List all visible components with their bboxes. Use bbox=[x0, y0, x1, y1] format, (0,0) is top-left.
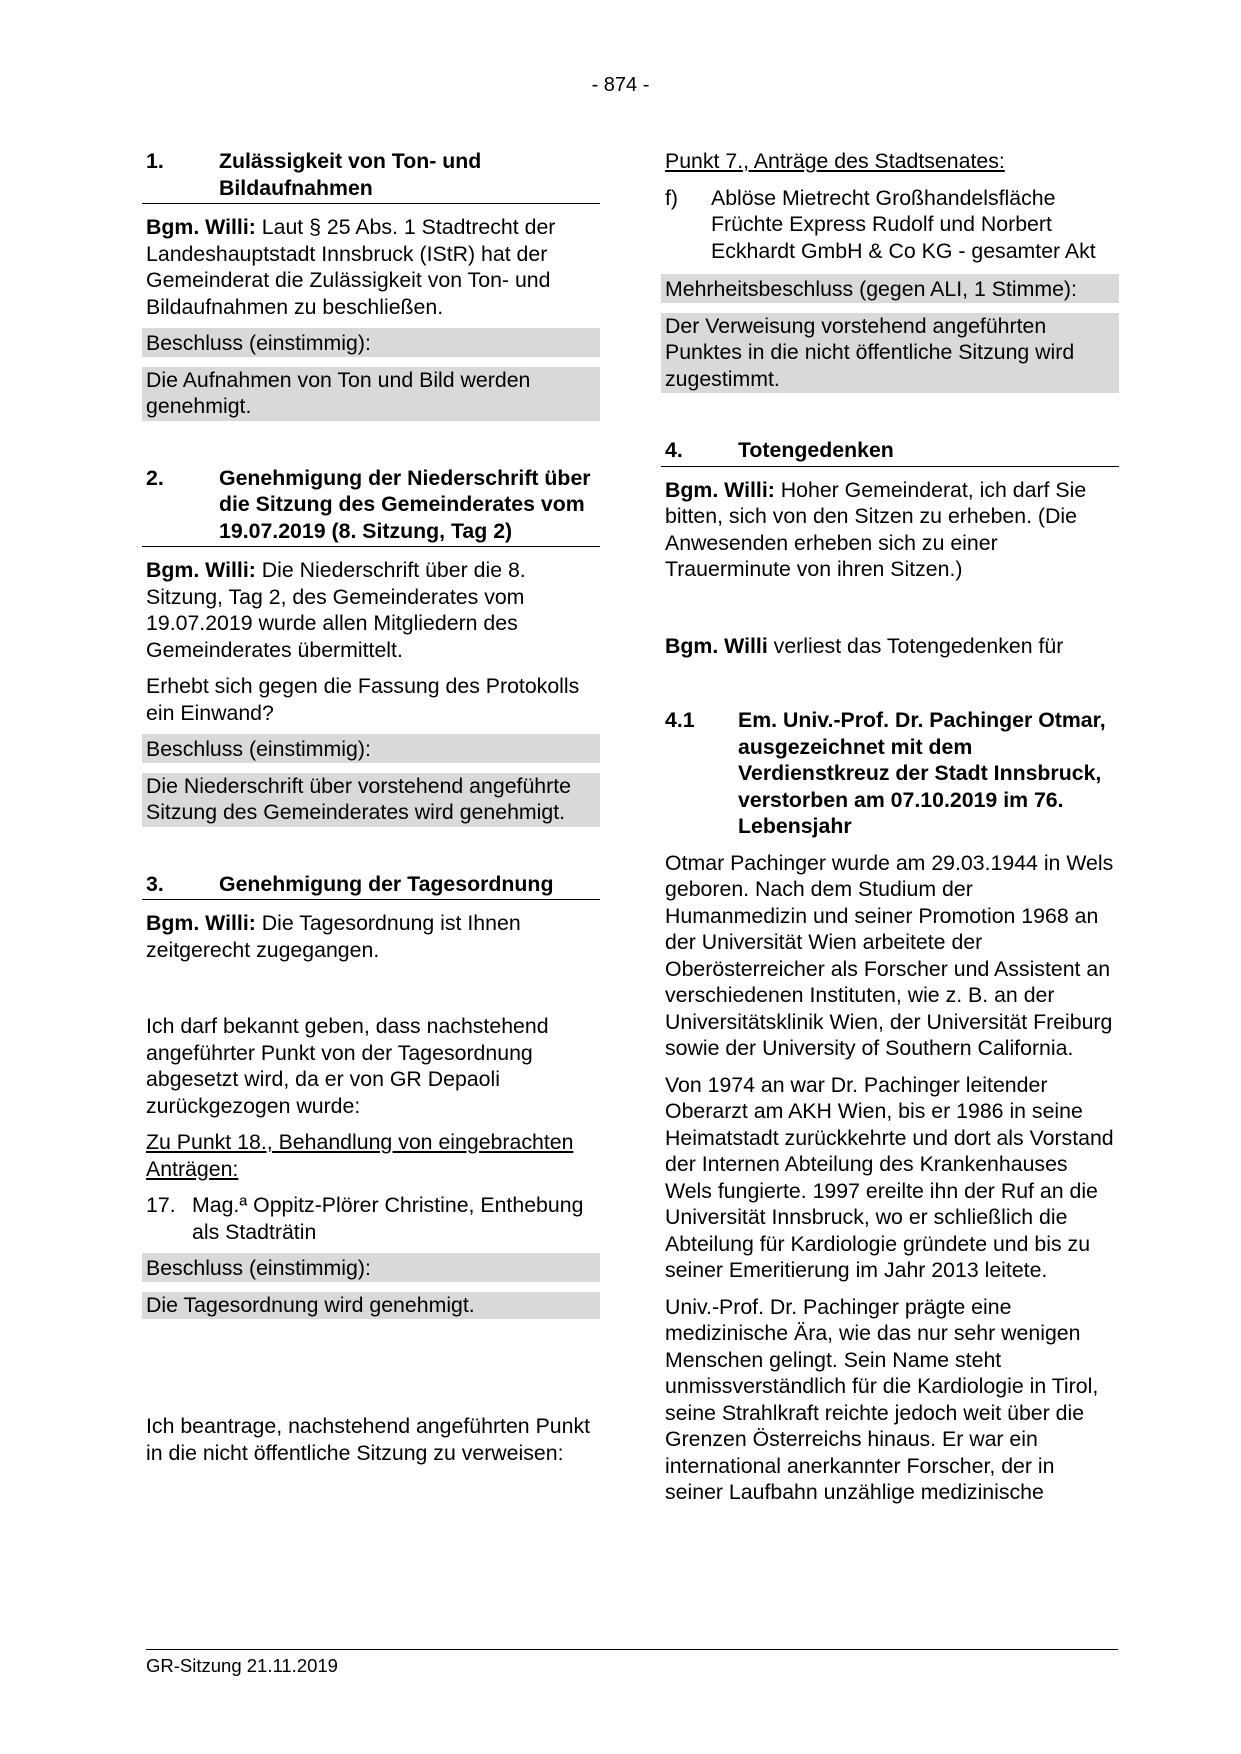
speaker-name: Bgm. Willi: bbox=[146, 911, 256, 935]
section-number: 3. bbox=[146, 871, 164, 896]
speech-paragraph bbox=[665, 477, 1115, 583]
section-heading bbox=[142, 871, 600, 901]
decision-box bbox=[142, 1253, 600, 1319]
section-4-1 bbox=[665, 707, 1115, 1506]
body-paragraph: Von 1974 an war Dr. Pachinger leitender Oberarzt am AKH Wien, bis er 1986 in seine Heimatstadt zurückkehrte und dort als Vorstand der Internen Abteilung des Krankenhauses Wels fungierte. 1997 ereilte ihn der Ruf an die Universität Innsbruck, wo er schließlich die Abteilung für Kardiologie gründete und bis zu seiner Emeritierung im Jahr 2013 leitete. bbox=[665, 1072, 1114, 1282]
section-title: Genehmigung der Niederschrift über die Sitzung des Gemeinderates vom 19.07.2019 (8. Sitzung, Tag 2) bbox=[219, 465, 591, 543]
section-2 bbox=[146, 465, 596, 827]
footer-text: GR-Sitzung 21.11.2019 bbox=[146, 1655, 338, 1676]
section-4 bbox=[665, 437, 1115, 659]
decision-box bbox=[142, 328, 600, 421]
section-heading bbox=[661, 707, 1119, 842]
right-column bbox=[665, 148, 1115, 1506]
point-7-block bbox=[665, 148, 1115, 393]
section-number: 4. bbox=[665, 438, 683, 462]
page-number: - 874 - bbox=[591, 74, 650, 96]
section-title: Genehmigung der Tagesordnung bbox=[219, 871, 554, 896]
decision-text: Die Tagesordnung wird genehmigt. bbox=[146, 1292, 475, 1317]
decision-box bbox=[142, 734, 600, 827]
agenda-reference: Zu Punkt 18., Behandlung von eingebrachten Anträgen: bbox=[146, 1130, 574, 1181]
speech-text: Laut § 25 Abs. 1 Stadtrecht der Landeshauptstadt Innsbruck (IStR) hat der Gemeinderat die Zulässigkeit von Ton- und Bildaufnahmen zu beschließen. bbox=[146, 215, 556, 319]
decision-text: Der Verweisung vorstehend angeführten Punktes in die nicht öffentliche Sitzung wird zugestimmt. bbox=[665, 313, 1075, 391]
speaker-name: Bgm. Willi: bbox=[665, 477, 775, 502]
section-title: Em. Univ.-Prof. Dr. Pachinger Otmar, ausgezeichnet mit dem Verdienstkreuz der Stadt Innsbruck, verstorben am 07.10.2019 im 76. Lebensjahr bbox=[738, 708, 1106, 838]
decision-label: Mehrheitsbeschluss (gegen ALI, 1 Stimme): bbox=[665, 277, 1077, 301]
section-number: 2. bbox=[146, 465, 164, 490]
section-1 bbox=[146, 148, 596, 421]
section-title: Totengedenken bbox=[738, 438, 894, 462]
item-label: 17. bbox=[146, 1193, 176, 1217]
section-number: 1. bbox=[146, 149, 164, 173]
speech-text: Hoher Gemeinderat, ich darf Sie bitten, sich von den Sitzen zu erheben. (Die Anwesenden erheben sich zu einer Trauerminute von ihren Sitzen.) bbox=[665, 477, 1087, 581]
decision-label: Beschluss (einstimmig): bbox=[146, 331, 371, 355]
speaker-name: Bgm. Willi bbox=[665, 633, 768, 658]
section-number: 4.1 bbox=[665, 708, 695, 732]
footer-divider bbox=[146, 1649, 1118, 1650]
speech-text: verliest das Totengedenken für bbox=[767, 633, 1064, 658]
question-paragraph: Erhebt sich gegen die Fassung des Protokolls ein Einwand? bbox=[146, 674, 580, 725]
speech-paragraph bbox=[146, 910, 596, 963]
agenda-reference: Punkt 7., Anträge des Stadtsenates: bbox=[665, 149, 1005, 173]
item-label: f) bbox=[665, 185, 679, 210]
speaker-name: Bgm. Willi: bbox=[146, 558, 256, 582]
decision-text: Die Aufnahmen von Ton und Bild werden genehmigt. bbox=[146, 367, 531, 418]
body-paragraph: Otmar Pachinger wurde am 29.03.1944 in Wels geboren. Nach dem Studium der Humanmedizin und seiner Promotion 1968 an der Universität Wien arbeitete der Oberösterreicher als Forscher und Assistent an verschiedenen Instituten, wie z. B. an der Universitätsklinik Wien, der Universität Freiburg sowie der University of Southern California. bbox=[665, 850, 1114, 1060]
speech-paragraph bbox=[665, 633, 1115, 660]
speech-paragraph bbox=[146, 214, 596, 320]
decision-text: Die Niederschrift über vorstehend angeführte Sitzung des Gemeinderates wird genehmigt. bbox=[146, 773, 571, 824]
speech-paragraph bbox=[146, 557, 596, 663]
decision-label: Beschluss (einstimmig): bbox=[146, 1256, 371, 1280]
section-heading bbox=[142, 148, 600, 204]
section-heading bbox=[661, 437, 1119, 467]
decision-box bbox=[661, 274, 1119, 393]
item-text: Ablöse Mietrecht Großhandelsfläche Früchte Express Rudolf und Norbert Eckhardt GmbH & Co KG - gesamter Akt bbox=[711, 185, 1096, 263]
speech-text: Die Tagesordnung ist Ihnen zeitgerecht zugegangen. bbox=[146, 911, 521, 962]
section-heading bbox=[142, 465, 600, 548]
section-3 bbox=[146, 871, 596, 1467]
agenda-item bbox=[665, 185, 1115, 265]
speaker-name: Bgm. Willi: bbox=[146, 215, 256, 239]
section-title: Zulässigkeit von Ton- und Bildaufnahmen bbox=[219, 149, 482, 200]
body-paragraph: Univ.-Prof. Dr. Pachinger prägte eine medizinische Ära, wie das nur sehr wenigen Menschen gelingt. Sein Name steht unmissverständlich für die Kardiologie in Tirol, seine Strahlkraft reichte jedoch weit über die Grenzen Österreichs hinaus. Er war ein international anerkannter Forscher, der in seiner Laufbahn unzählige medizinische bbox=[665, 1294, 1099, 1504]
decision-label: Beschluss (einstimmig): bbox=[146, 737, 371, 761]
motion-paragraph: Ich beantrage, nachstehend angeführten Punkt in die nicht öffentliche Sitzung zu verweisen: bbox=[146, 1414, 591, 1465]
agenda-item bbox=[146, 1192, 596, 1245]
item-text: Mag.ª Oppitz-Plörer Christine, Enthebung als Stadträtin bbox=[192, 1193, 584, 1244]
left-column bbox=[146, 148, 596, 1466]
speech-text: Die Niederschrift über die 8. Sitzung, Tag 2, des Gemeinderates vom 19.07.2019 wurde allen Mitgliedern des Gemeinderates übermittelt. bbox=[146, 558, 526, 662]
announcement-paragraph: Ich darf bekannt geben, dass nachstehend angeführter Punkt von der Tagesordnung abgesetzt wird, da er von GR Depaoli zurückgezogen wurde: bbox=[146, 1014, 549, 1118]
